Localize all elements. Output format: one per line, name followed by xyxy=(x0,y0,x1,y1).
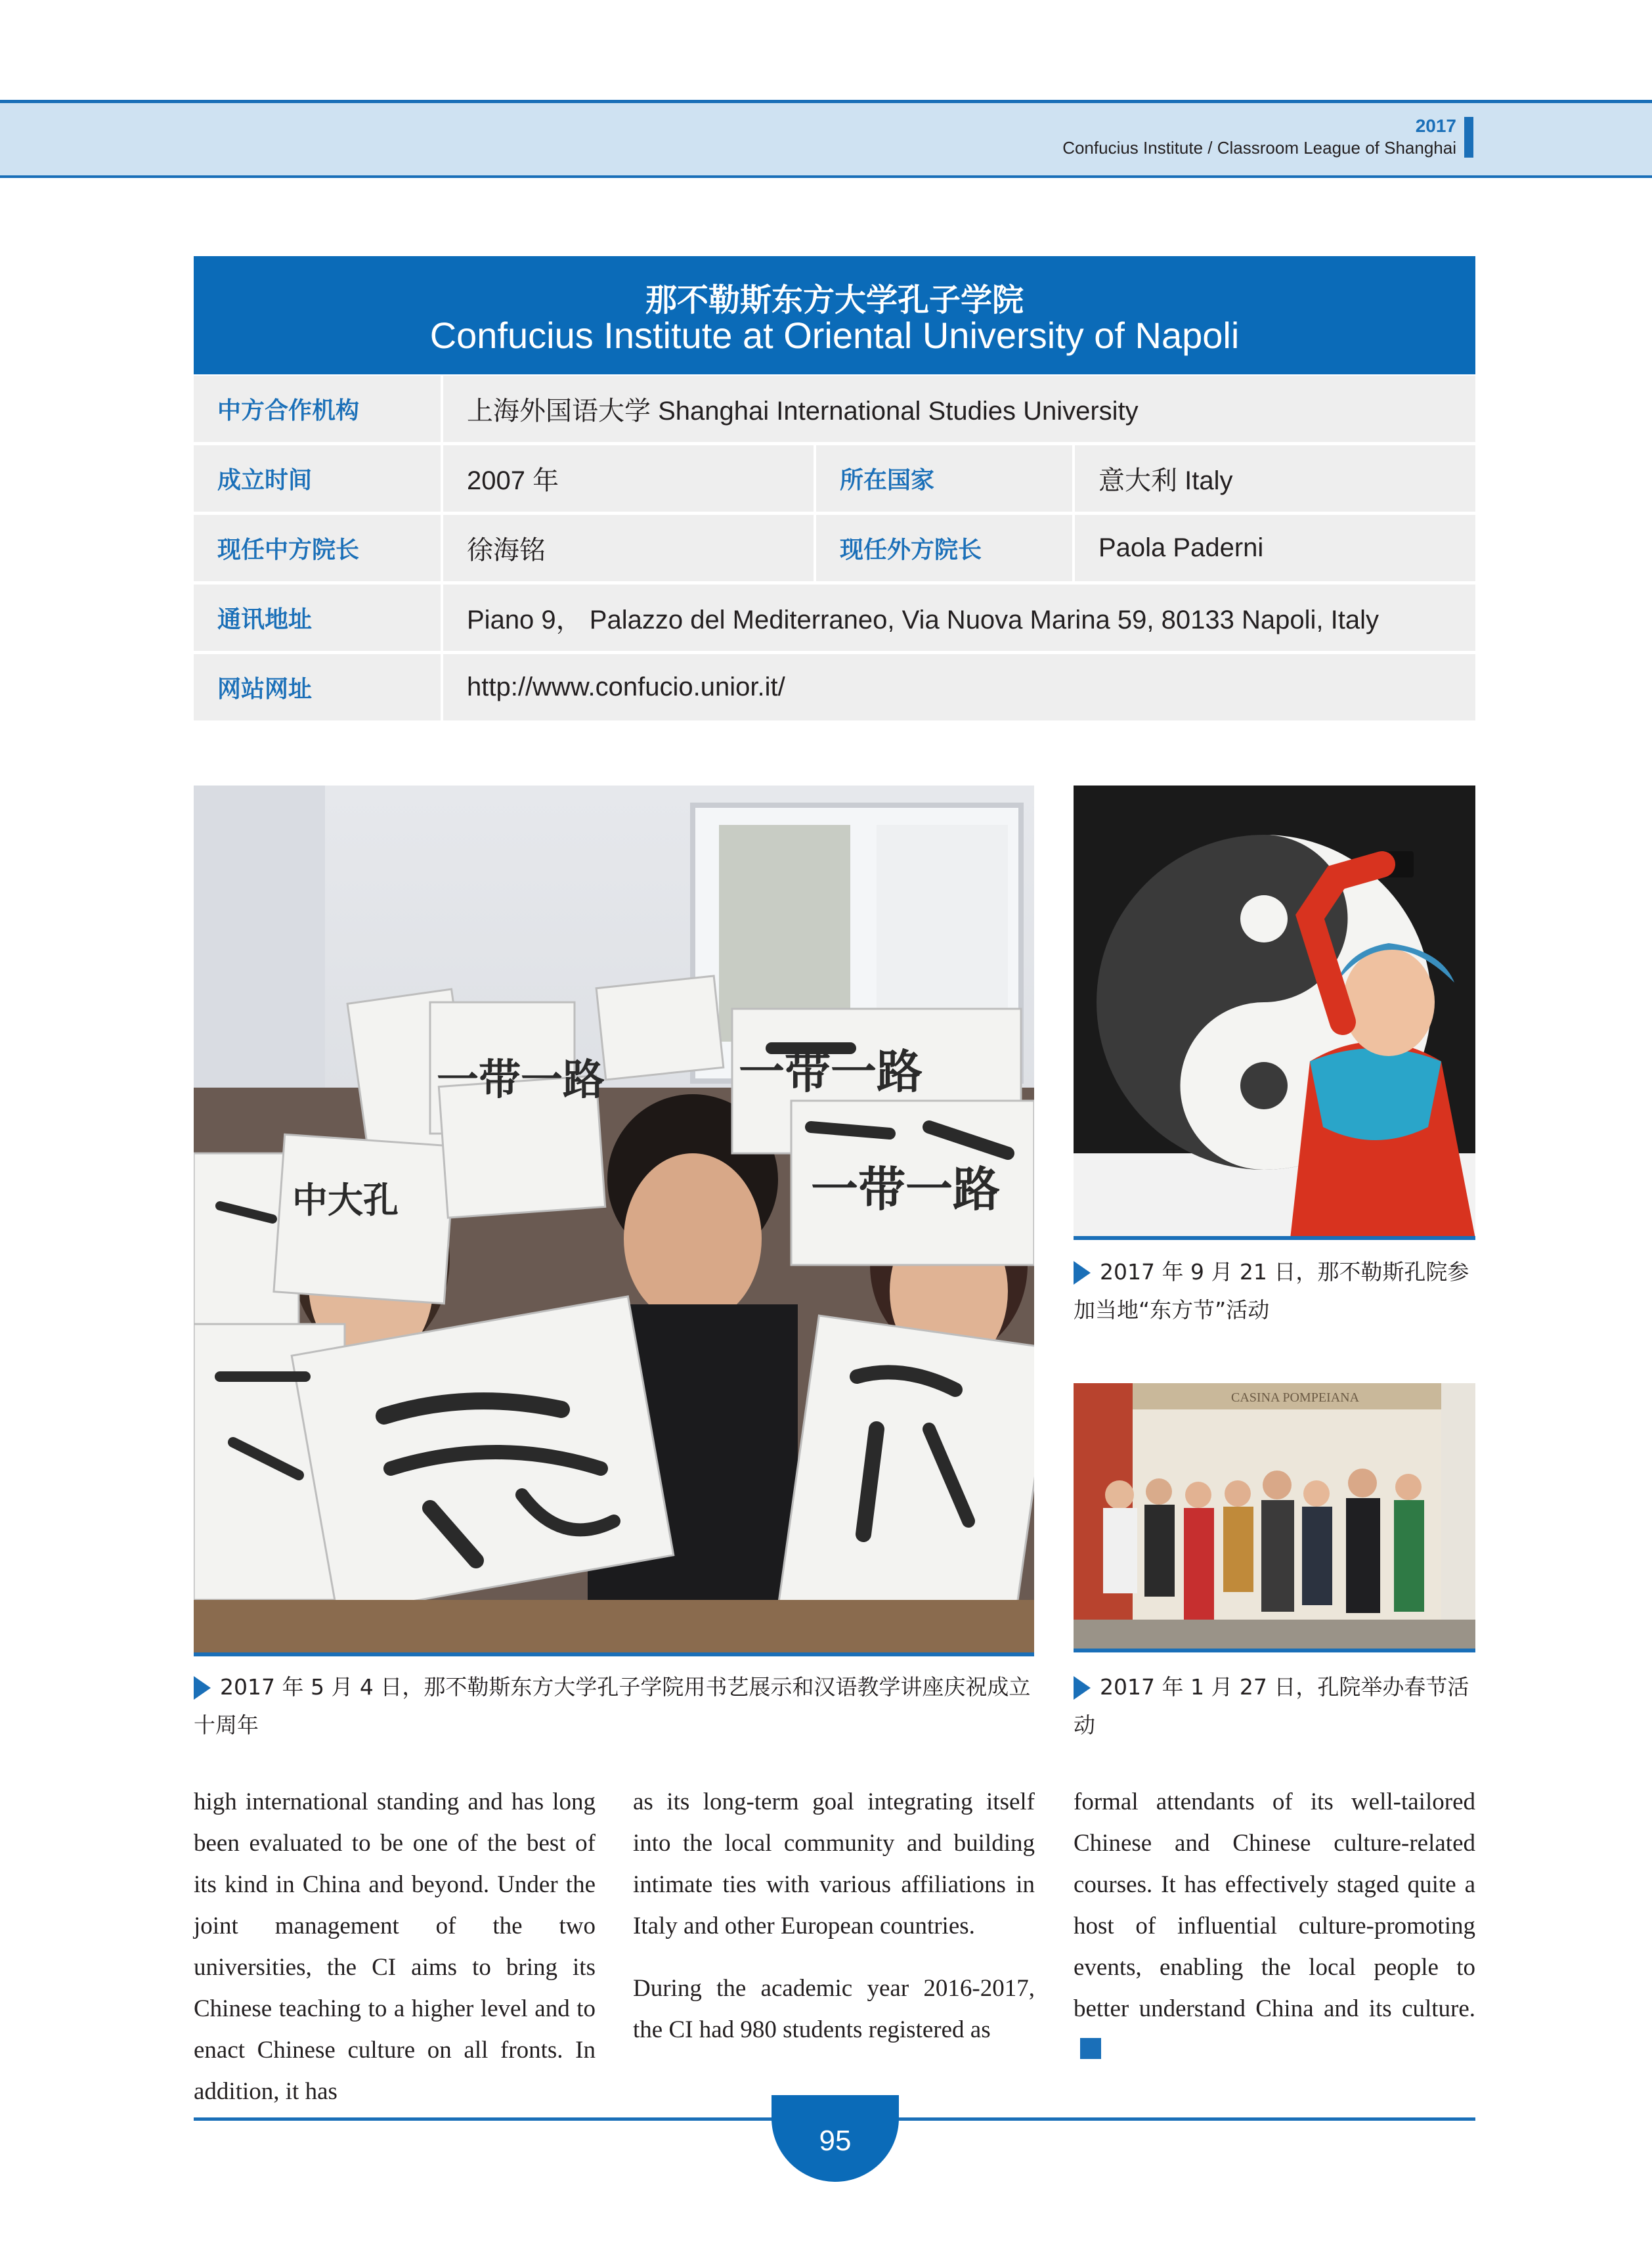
body-column-2 xyxy=(633,1781,1035,2050)
photo-oriental-festival xyxy=(1074,786,1475,1239)
body-paragraph: formal attendants of its well-tailored Chinese and Chinese culture-related courses. It has effectively staged quite a host of influential culture-promoting events, enabling the local people to better understand China and its culture. xyxy=(1074,1788,1475,2022)
info-label: 所在国家 xyxy=(840,467,935,494)
body-paragraph: as its long-term goal integrating itself into the local community and building intimate ties with various affiliations in Italy and other European countries. xyxy=(633,1788,1035,1939)
info-row-website xyxy=(194,654,1475,724)
info-row-directors xyxy=(194,515,1475,585)
header-accent-bar xyxy=(1464,117,1473,158)
calligraphy-text: 一带一路 xyxy=(811,1162,1001,1217)
info-row-partner xyxy=(194,376,1475,445)
caption-marker-icon xyxy=(194,1676,211,1700)
photo-border xyxy=(1074,1236,1475,1240)
info-value: Piano 9， Palazzo del Mediterraneo, Via Nuova Marina 59, 80133 Napoli, Italy xyxy=(467,606,1379,634)
caption-text: 2017 年 5 月 4 日，那不勒斯东方大学孔子学院用书艺展示和汉语教学讲座庆祝成立十周年 xyxy=(194,1674,1031,1738)
info-label: 中方合作机构 xyxy=(217,397,360,424)
photo-border xyxy=(1074,1649,1475,1652)
caption-marker-icon xyxy=(1074,1676,1091,1700)
body-paragraph: high international standing and has long been evaluated to be one of the best of its kind in China and beyond. Under the joint management of the two universities, the CI aims to bring its Chinese teaching to a higher level and to enact Chinese culture on all fronts. In addition, it has xyxy=(194,1788,596,2105)
info-row-founded xyxy=(194,445,1475,515)
info-value: Paola Paderni xyxy=(1098,533,1264,562)
caption-text: 2017 年 9 月 21 日，那不勒斯孔院参加当地“东方节”活动 xyxy=(1074,1259,1469,1323)
info-value: 2007 年 xyxy=(467,466,559,495)
header-rule-bottom xyxy=(0,175,1652,178)
info-value: 徐海铭 xyxy=(467,536,546,565)
info-value[interactable]: http://www.confucio.unior.it/ xyxy=(467,673,785,701)
calligraphy-text: 一带一路 xyxy=(739,1045,923,1099)
caption-text: 2017 年 1 月 27 日，孔院举办春节活动 xyxy=(1074,1674,1469,1738)
caption-marker-icon xyxy=(1074,1261,1091,1285)
sign-text: CASINA POMPEIANA xyxy=(1231,1390,1360,1405)
caption-bottom-right-photo xyxy=(1074,1668,1475,1744)
info-label: 现任外方院长 xyxy=(840,537,982,564)
photo-calligraphy-event xyxy=(194,786,1034,1652)
body-column-1 xyxy=(194,1781,596,2112)
info-label: 现任中方院长 xyxy=(217,537,360,564)
body-paragraph: During the academic year 2016-2017, the CI had 980 students registered as xyxy=(633,1975,1035,2043)
info-table xyxy=(194,376,1475,730)
end-of-article-icon xyxy=(1080,2038,1101,2059)
info-label: 通讯地址 xyxy=(217,606,313,633)
calligraphy-text: 中大孔 xyxy=(292,1180,399,1221)
header-subtitle: Confucius Institute / Classroom League of Shanghai xyxy=(1062,138,1456,158)
info-row-address xyxy=(194,585,1475,654)
title-english: Confucius Institute at Oriental University of Napoli xyxy=(429,315,1240,356)
info-value: 上海外国语大学 Shanghai International Studies University xyxy=(467,397,1139,426)
photo-spring-festival xyxy=(1074,1383,1475,1651)
calligraphy-text: 一带一路 xyxy=(437,1056,605,1105)
photo-border xyxy=(194,1652,1034,1656)
body-column-3 xyxy=(1074,1781,1475,2071)
info-label: 成立时间 xyxy=(217,467,313,494)
caption-main-photo xyxy=(194,1668,1034,1744)
header-year: 2017 xyxy=(1415,116,1456,136)
info-label: 网站网址 xyxy=(217,676,313,703)
info-value: 意大利 Italy xyxy=(1098,466,1233,495)
page-number: 95 xyxy=(772,2095,899,2182)
caption-top-right-photo xyxy=(1074,1253,1475,1329)
title-chinese: 那不勒斯东方大学孔子学院 xyxy=(645,282,1024,319)
institute-title-box xyxy=(194,256,1475,374)
